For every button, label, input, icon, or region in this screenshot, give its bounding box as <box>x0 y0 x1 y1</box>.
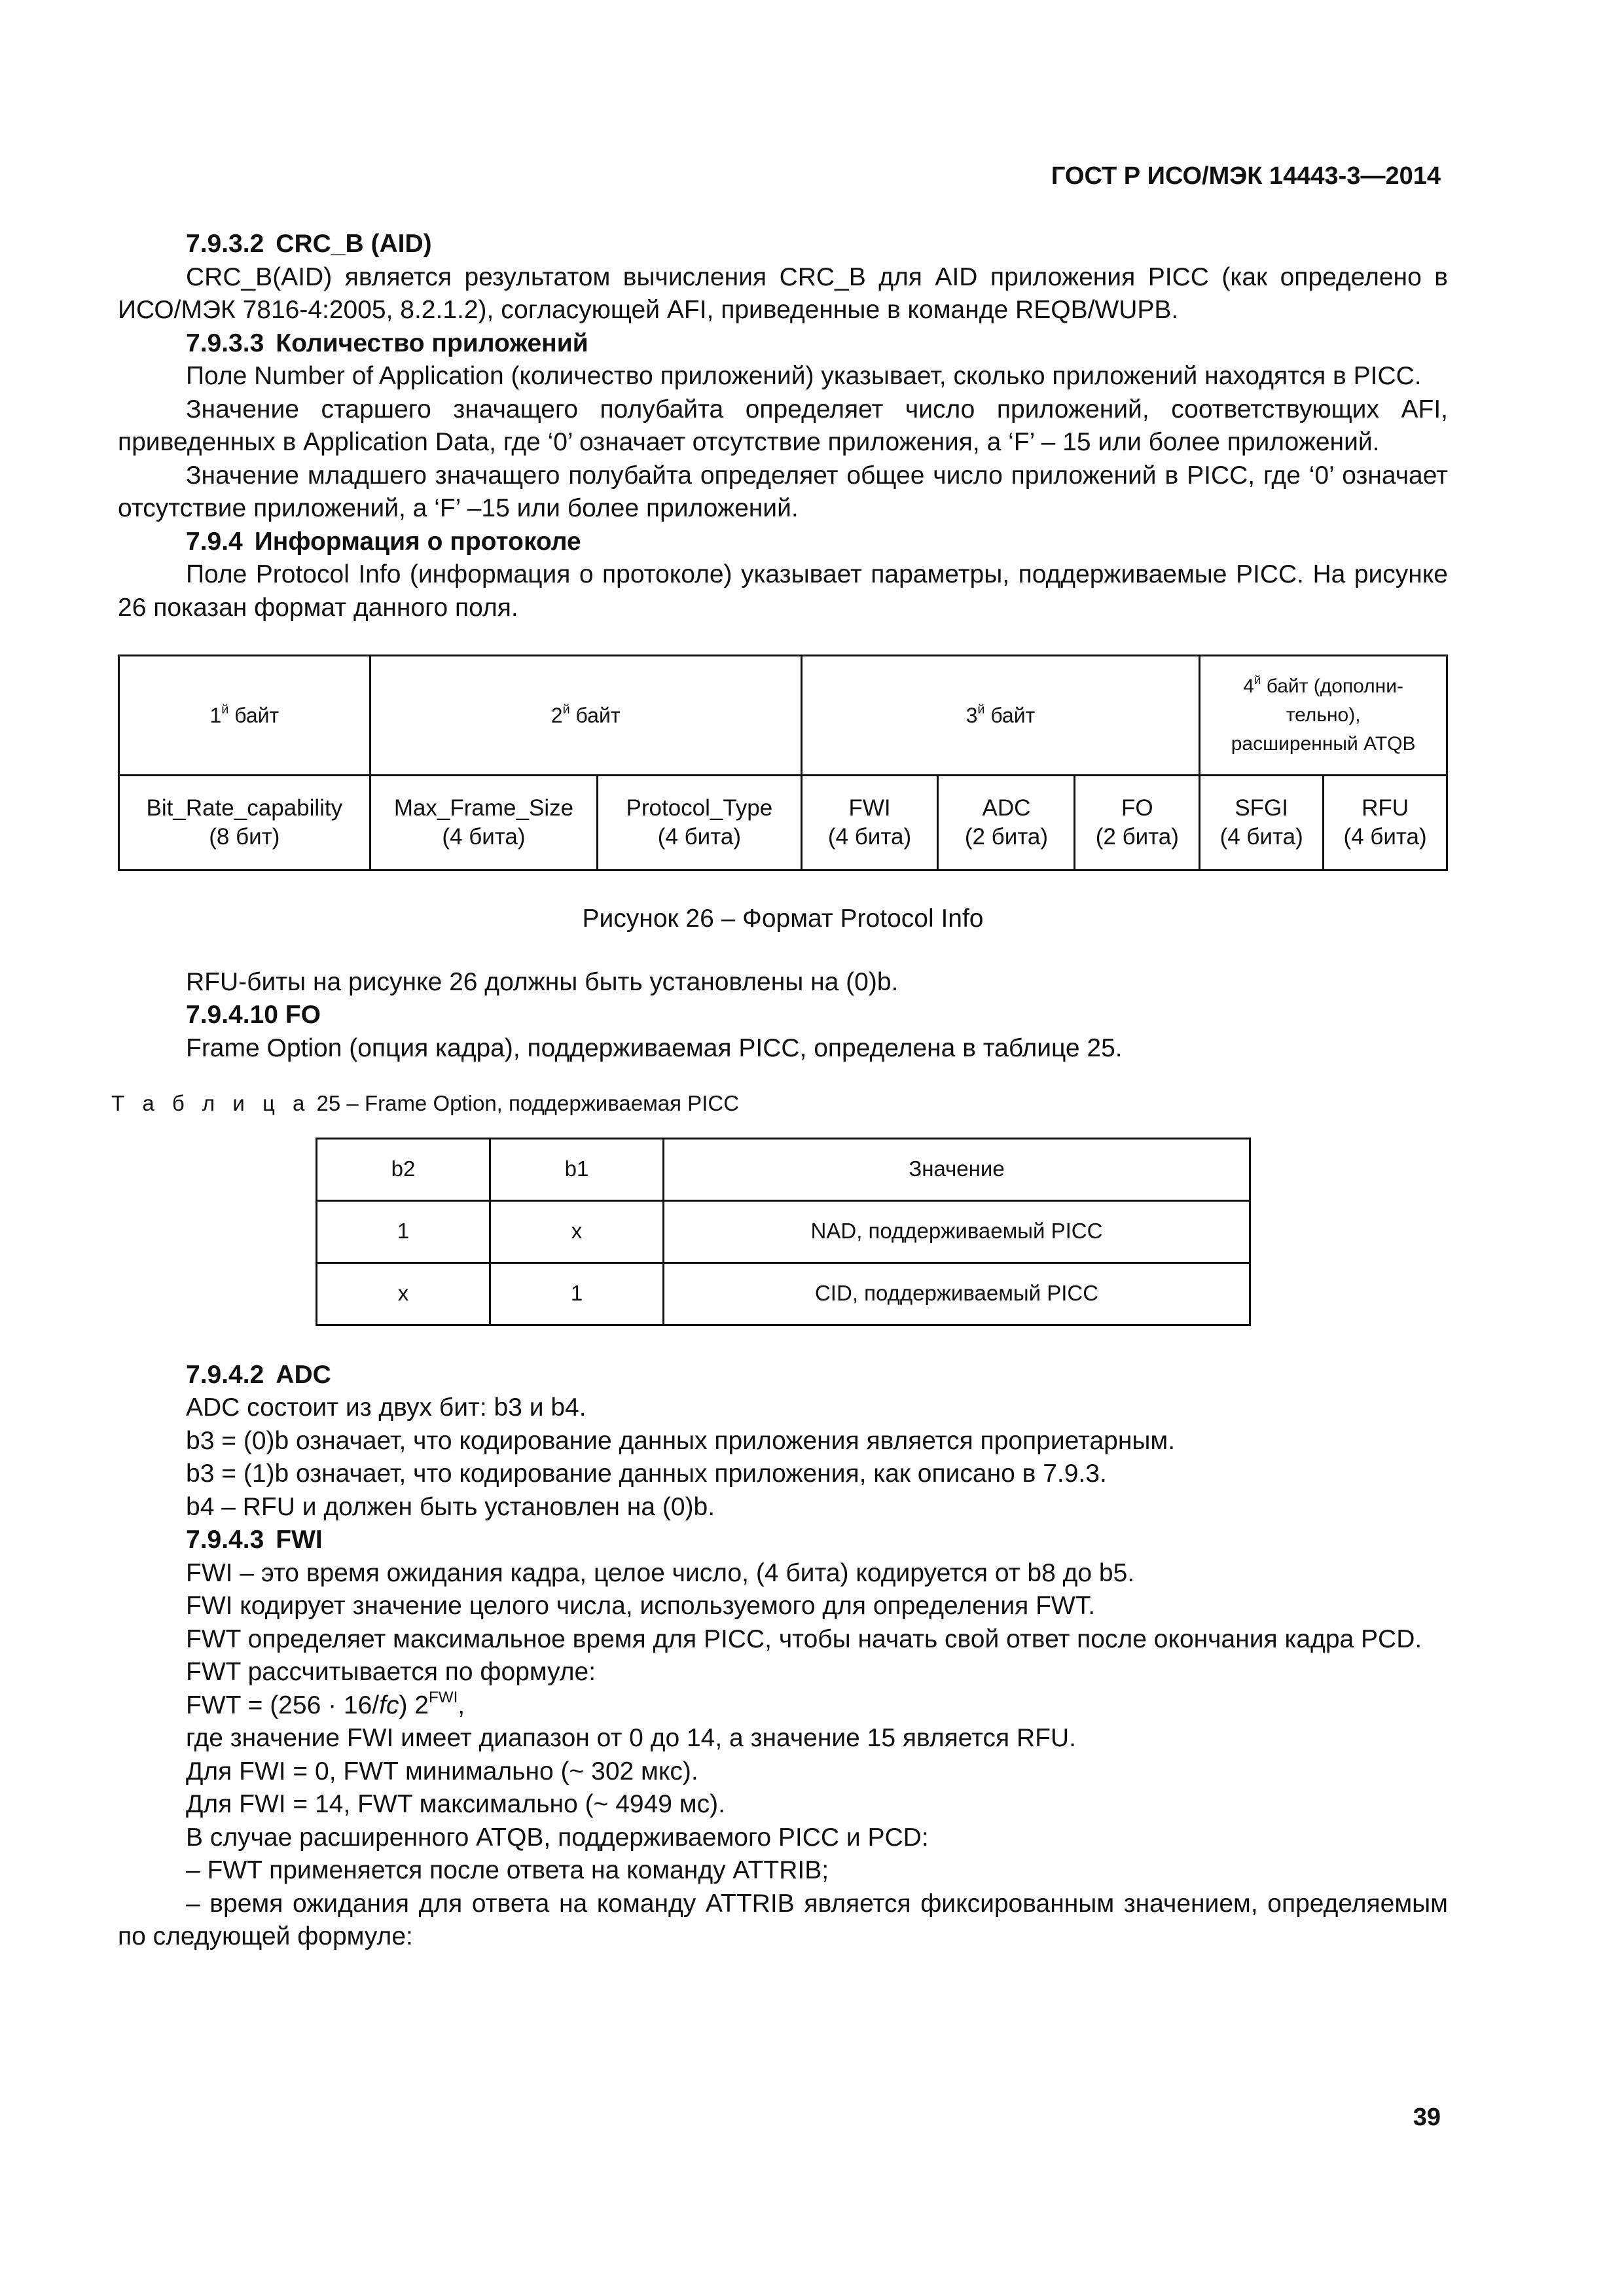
paragraph-crc-b: CRC_B(AID) является результатом вычисления CRC_B для AID приложения PICC (как определено в ИСО/МЭК 7816-4:2005, 8.2.1.2), согласующей AFI, приведенные в команде REQB/WUPB. <box>118 262 1448 324</box>
fwi-line: – FWT применяется после ответа на команду ATTRIB; <box>186 1856 829 1884</box>
table-header-row <box>317 1138 1250 1200</box>
fwt-formula: FWT = (256 · 16/fc) $2^{FWI}$, <box>186 1688 465 1719</box>
adc-line: ADC состоит из двух бит: b3 и b4. <box>186 1393 586 1422</box>
fwi-line: FWT рассчитывается по формуле: <box>186 1658 596 1686</box>
byte-1-header: $1^й$ байт <box>119 656 370 776</box>
section-heading-7-9-4-2: 7.9.4.2 ADC <box>186 1360 331 1389</box>
paragraph-rfu-bits: RFU-биты на рисунке 26 должны быть установлены на (0)b. <box>186 967 899 996</box>
page-content <box>111 228 1448 1954</box>
header-value: Значение <box>664 1138 1250 1200</box>
figure-caption: Рисунок 26 – Формат Protocol Info <box>582 905 984 933</box>
field-adc: ADC (2 бита) <box>938 776 1075 870</box>
field-max-frame-size: Max_Frame_Size (4 бита) <box>370 776 598 870</box>
paragraph-number-of-application: Поле Number of Application (количество приложений) указывает, сколько приложений находятся в PICC. <box>186 362 1422 390</box>
section-heading-7-9-4-3: 7.9.4.3 FWI <box>186 1526 323 1554</box>
field-rfu: RFU (4 бита) <box>1324 776 1447 870</box>
frame-option-table <box>316 1138 1251 1326</box>
table-cell: x <box>317 1263 490 1325</box>
fwi-line: FWI кодирует значение целого числа, используемого для определения FWT. <box>186 1592 1096 1620</box>
field-bit-rate-capability: Bit_Rate_capability (8 бит) <box>119 776 370 870</box>
header-b2: b2 <box>317 1138 490 1200</box>
field-sfgi: SFGI (4 бита) <box>1200 776 1324 870</box>
paragraph-high-nibble: Значение старшего значащего полубайта определяет число приложений, соответствующих AFI, приведенных в Application Data, где ‘0’ означает отсутствие приложения, а ‘F’ – 15 или более приложений. <box>118 395 1448 456</box>
fwi-line: В случае расширенного ATQB, поддерживаемого PICC и PCD: <box>186 1823 929 1852</box>
fwi-line: Для FWI = 14, FWT максимально (~ 4949 мс). <box>186 1790 725 1818</box>
page-number: 39 <box>1413 2104 1441 2131</box>
section-heading-7-9-4-10: 7.9.4.10 FO <box>186 1001 321 1029</box>
table-cell: NAD, поддерживаемый PICC <box>664 1200 1250 1263</box>
adc-line: b3 = (1)b означает, что кодирование данных приложения, как описано в 7.9.3. <box>186 1460 1107 1488</box>
adc-line: b4 – RFU и должен быть установлен на (0)b. <box>186 1492 715 1521</box>
table-row <box>317 1263 1250 1325</box>
field-fwi: FWI (4 бита) <box>801 776 938 870</box>
adc-line: b3 = (0)b означает, что кодирование данных приложения является проприетарным. <box>186 1426 1176 1455</box>
field-fo: FO (2 бита) <box>1075 776 1200 870</box>
section-heading-7-9-3-3: 7.9.3.3 Количество приложений <box>186 329 588 357</box>
table-cell: 1 <box>317 1200 490 1263</box>
document-header: ГОСТ Р ИСО/МЭК 14443-3—2014 <box>1051 162 1441 190</box>
paragraph-frame-option: Frame Option (опция кадра), поддерживаемая PICC, определена в таблице 25. <box>186 1033 1123 1062</box>
byte-2-header: $2^й$ байт <box>370 656 801 776</box>
table-cell: 1 <box>490 1263 664 1325</box>
byte-4-header: $4^й$ байт (дополни- тельно), расширенный ATQB <box>1200 656 1447 776</box>
header-b1: b1 <box>490 1138 664 1200</box>
fwi-line: – время ожидания для ответа на команду ATTRIB является фиксированным значением, определяемым по следующей формуле: <box>118 1889 1448 1950</box>
protocol-info-format-table <box>118 655 1448 871</box>
table-cell: x <box>490 1200 664 1263</box>
field-protocol-type: Protocol_Type (4 бита) <box>598 776 801 870</box>
section-heading-7-9-3-2: 7.9.3.2 CRC_B (AID) <box>186 230 432 258</box>
paragraph-protocol-info: Поле Protocol Info (информация о протоколе) указывает параметры, поддерживаемые PICC. На рисунке 26 показан формат данного поля. <box>118 560 1448 622</box>
paragraph-low-nibble: Значение младшего значащего полубайта определяет общее число приложений в PICC, где ‘0’ означает отсутствие приложений, а ‘F’ –15 или более приложений. <box>118 461 1448 522</box>
fwi-line: Для FWI = 0, FWT минимально (~ 302 мкс). <box>186 1757 698 1785</box>
table-row <box>317 1200 1250 1263</box>
table-cell: CID, поддерживаемый PICC <box>664 1263 1250 1325</box>
figure-26 <box>118 655 1448 936</box>
fwi-line: FWI – это время ожидания кадра, целое число, (4 бита) кодируется от b8 до b5. <box>186 1558 1135 1587</box>
byte-3-header: $3^й$ байт <box>801 656 1200 776</box>
fwi-line: FWT определяет максимальное время для PICC, чтобы начать свой ответ после окончания кадра PCD. <box>186 1624 1422 1653</box>
table-25-caption: Т а б л и ц а 25 – Frame Option, поддерживаемая PICC <box>111 1091 740 1115</box>
fwi-line: где значение FWI имеет диапазон от 0 до 14, а значение 15 является RFU. <box>186 1724 1076 1752</box>
section-heading-7-9-4: 7.9.4 Информация о протоколе <box>186 527 581 556</box>
